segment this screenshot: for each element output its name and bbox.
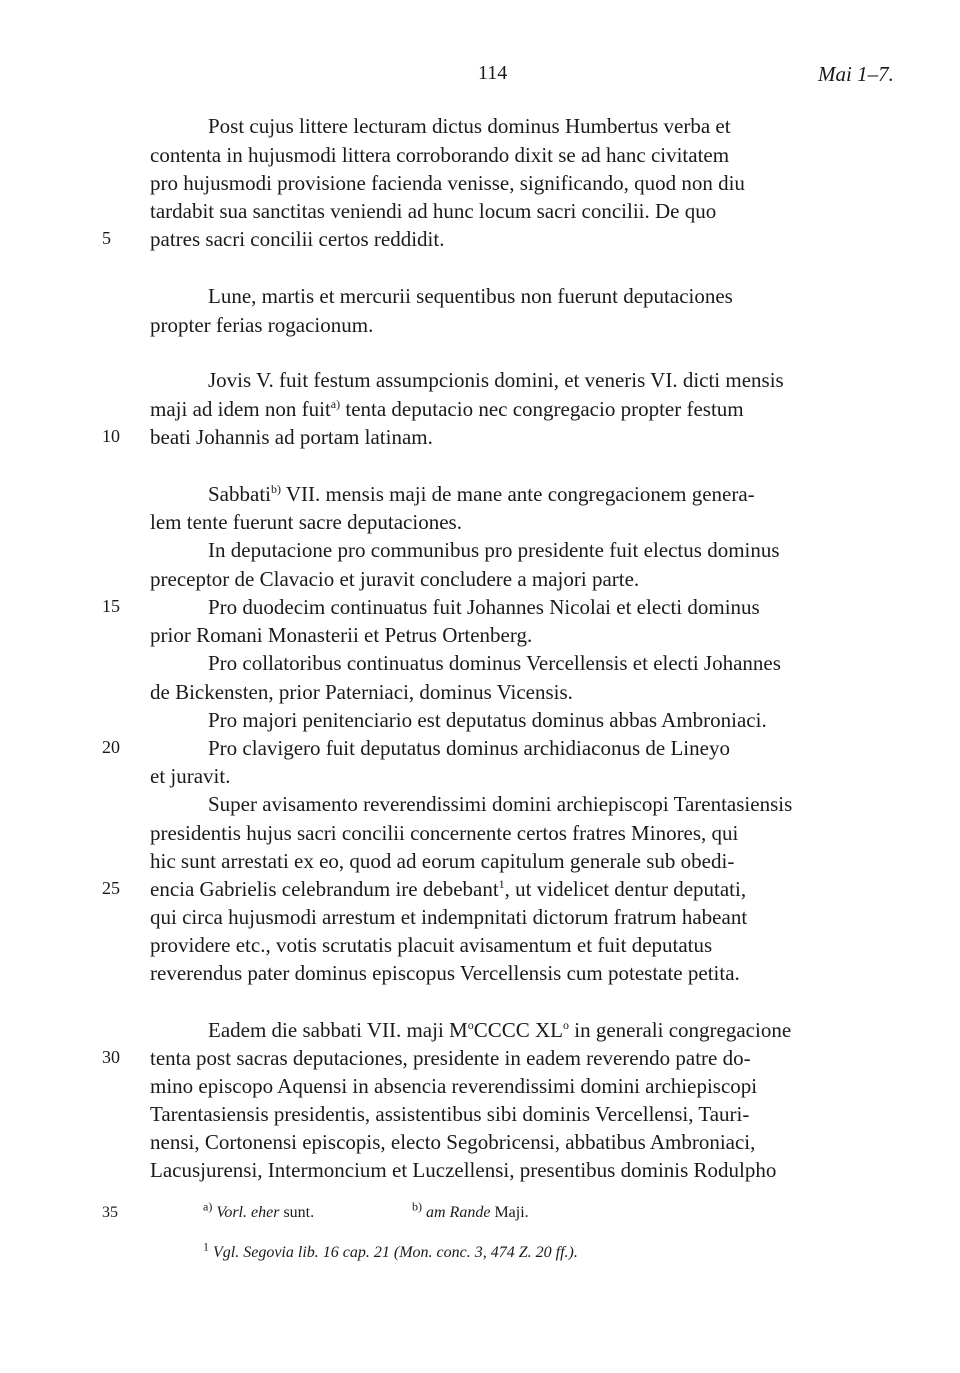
footnote-mark: a): [203, 1199, 213, 1214]
text-line: mino episcopo Aquensi in absencia reverendissimi domini archiepiscopi: [150, 1074, 758, 1098]
footnote-b: [412, 1199, 529, 1222]
note-mark: a): [330, 397, 341, 411]
text-line: preceptor de Clavacio et juravit concludere a majori parte.: [150, 567, 640, 591]
line-number: 35: [102, 1204, 118, 1221]
text-fragment: VII. mensis maji de mane ante congregacionem genera-: [285, 482, 755, 506]
text-line: pro hujusmodi provisione facienda venisse, significando, quod non diu: [150, 171, 745, 195]
text-line: tenta post sacras deputaciones, presidente in eadem reverendo patre do-: [150, 1046, 751, 1070]
degree-mark: o: [563, 1018, 569, 1032]
text-line: presidentis hujus sacri concilii concernente certos fratres Minores, qui: [150, 821, 739, 845]
text-line: tardabit sua sanctitas veniendi ad hunc locum sacri concilii. De quo: [150, 199, 717, 223]
text-line: Pro clavigero fuit deputatus dominus archidiaconus de Lineyo: [208, 736, 730, 760]
footnote-mark: 1: [203, 1239, 209, 1254]
footnote-text: Vorl. eher: [216, 1204, 280, 1221]
text-line: contenta in hujusmodi littera corroborando dixit se ad hanc civitatem: [150, 143, 730, 167]
text-line: In deputacione pro communibus pro presidente fuit electus dominus: [208, 538, 780, 562]
text-line: patres sacri concilii certos reddidit.: [150, 227, 445, 251]
text-line: qui circa hujusmodi arrestum et indempnitati dictorum fratrum habeant: [150, 905, 748, 929]
text-line: Pro collatoribus continuatus dominus Vercellensis et electi Johannes: [208, 651, 781, 675]
line-number: 5: [102, 228, 111, 248]
text-line: reverendus pater dominus episcopus Vercellensis cum potestate petita.: [150, 961, 740, 985]
text-line: Post cujus littere lecturam dictus dominus Humbertus verba et: [208, 114, 731, 138]
line-number: 30: [102, 1047, 120, 1067]
text-line: [150, 876, 746, 902]
running-head: Mai 1–7.: [818, 62, 894, 86]
text-line: [208, 1017, 791, 1043]
footnote-a: [203, 1199, 315, 1222]
text-line: nensi, Cortonensi episcopis, electo Segobricensi, abbatibus Ambroniaci,: [150, 1130, 756, 1154]
text-line: [208, 481, 755, 507]
text-fragment: maji ad idem non fuit: [150, 397, 331, 421]
text-line: Super avisamento reverendissimi domini archiepiscopi Tarentasiensis: [208, 792, 793, 816]
text-line: hic sunt arrestati ex eo, quod ad eorum capitulum generale sub obedi-: [150, 849, 735, 873]
note-mark: b): [271, 482, 281, 496]
text-fragment: Eadem die sabbati VII. maji M: [208, 1018, 468, 1042]
text-fragment: CCCC XL: [473, 1018, 563, 1042]
degree-mark: o: [467, 1018, 474, 1032]
text-fragment: in generali congregacione: [569, 1018, 792, 1042]
footnote-text: sunt.: [283, 1204, 315, 1221]
page-number: 114: [478, 62, 508, 84]
text-fragment: encia Gabrielis celebrandum ire debebant: [150, 877, 499, 901]
text-line: Tarentasiensis presidentis, assistentibus sibi dominis Vercellensi, Tauri-: [150, 1102, 750, 1126]
text-line: Lune, martis et mercurii sequentibus non fuerunt deputaciones: [208, 284, 733, 308]
line-number: 20: [102, 737, 120, 757]
note-mark: 1: [498, 877, 505, 891]
text-line: [150, 396, 744, 422]
footnote-text: Vgl. Segovia lib. 16 cap. 21 (Mon. conc. 3, 474 Z. 20 ff.).: [213, 1244, 578, 1261]
text-line: Jovis V. fuit festum assumpcionis domini, et veneris VI. dicti mensis: [208, 368, 784, 392]
text-line: de Bickensten, prior Paterniaci, dominus Vicensis.: [150, 680, 573, 704]
text-line: et juravit.: [150, 764, 231, 788]
text-line: Pro duodecim continuatus fuit Johannes Nicolai et electi dominus: [208, 595, 760, 619]
text-line: beati Johannis ad portam latinam.: [150, 425, 433, 449]
text-fragment: , ut videlicet dentur deputati,: [504, 877, 747, 901]
text-line: Lacusjurensi, Intermoncium et Luczellensi, presentibus dominis Rodulpho: [150, 1158, 777, 1182]
text-line: lem tente fuerunt sacre deputaciones.: [150, 510, 462, 534]
text-line: Pro majori penitenciario est deputatus dominus abbas Ambroniaci.: [208, 708, 767, 732]
text-line: prior Romani Monasterii et Petrus Ortenberg.: [150, 623, 533, 647]
line-number: 15: [102, 596, 120, 616]
footnote-mark: b): [412, 1199, 422, 1214]
footnote-1: [203, 1239, 578, 1262]
text-fragment: Sabbati: [208, 482, 271, 506]
footnote-text: Maji.: [494, 1204, 529, 1221]
text-line: providere etc., votis scrutatis placuit avisamentum et fuit deputatus: [150, 933, 713, 957]
line-number: 10: [102, 426, 120, 446]
text-line: propter ferias rogacionum.: [150, 313, 374, 337]
text-fragment: tenta deputacio nec congregacio propter festum: [345, 397, 744, 421]
line-number: 25: [102, 878, 120, 898]
footnote-text: am Rande: [426, 1204, 491, 1221]
